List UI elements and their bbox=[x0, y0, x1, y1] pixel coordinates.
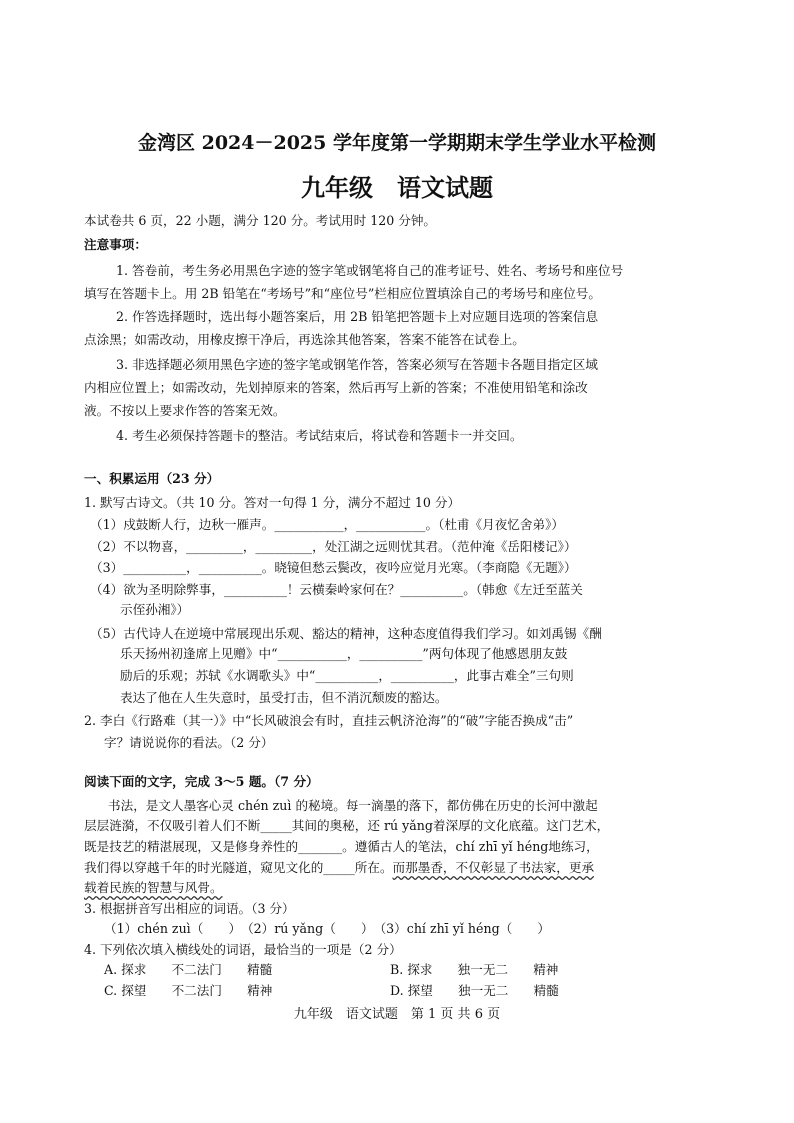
exam-subtitle: 九年级 语文试题 bbox=[301, 173, 493, 202]
question-line: 3. 根据拼音写出相应的词语。（3 分） bbox=[84, 901, 295, 916]
notice-line: 点涂黑；如需改动，用橡皮擦干净后，再选涂其他答案，答案不能答在试卷上。 bbox=[84, 332, 525, 347]
question-line: 乐天扬州初逢席上见赠》中“___________，__________”两句体现了他感恩朋友鼓 bbox=[120, 646, 568, 661]
passage-line: 层层涟漪，不仅吸引着人们不断_____其间的奥秘，还 rú yǎng着深厚的文化底蕴。这门艺术， bbox=[84, 818, 610, 833]
section-heading: 一、积累运用（23 分） bbox=[84, 471, 220, 486]
notice-line: 3. 非选择题必须用黑色字迹的签字笔或钢笔作答，答案必须写在答题卡各题目指定区域 bbox=[116, 357, 598, 372]
question-line: （1）戍鼓断人行，边秋一雁声。___________，___________。（杜甫《月夜忆舍弟》） bbox=[90, 517, 564, 532]
question-line: 表达了他在人生失意时，虽受打击，但不消沉颓废的豁达。 bbox=[120, 690, 448, 705]
notice-line: 2. 作答选择题时，选出每小题答案后，用 2B 铅笔把答题卡上对应题目选项的答案信息 bbox=[116, 309, 599, 324]
question-line: （2）不以物喜，_________，_________，处江湖之远则忧其君。（范仲淹《岳阳楼记》） bbox=[90, 539, 577, 554]
passage-line: 书法，是文人墨客心灵 chén zuì 的秘境。每一滴墨的落下，都仿佛在历史的长河中激起 bbox=[108, 798, 598, 813]
notice-heading: 注意事项： bbox=[84, 237, 147, 252]
option-d: D. 探望 独一无二 精髓 bbox=[390, 983, 559, 998]
question-line: （1）chén zuì（ ） （2）rú yǎng（ ） （3）chí zhī yǐ héng（ ） bbox=[104, 921, 551, 936]
notice-line: 内相应位置上；如需改动，先划掉原来的答案，然后再写上新的答案；不准使用铅笔和涂改 bbox=[84, 380, 588, 395]
question-line: 1. 默写古诗文。（共 10 分。答对一句得 1 分，满分不超过 10 分） bbox=[84, 495, 461, 510]
question-line: 励后的乐观；苏轼《水调歌头》中“__________，__________，此事古难全”三句则 bbox=[120, 668, 574, 683]
exam-title: 金湾区 2024－2025 学年度第一学期期末学生学业水平检测 bbox=[138, 132, 656, 154]
question-line: （3）__________，__________。晓镜但愁云鬓改，夜吟应觉月光寒。（李商隐《无题》） bbox=[90, 560, 577, 575]
question-line: 字？请说说你的看法。（2 分） bbox=[104, 735, 274, 750]
question-line: 4. 下列依次填入横线处的词语，最恰当的一项是（2 分） bbox=[84, 942, 402, 957]
reading-heading: 阅读下面的文字，完成 3～5 题。（7 分） bbox=[84, 774, 319, 789]
wavy-underlined-sentence: 载着民族的智慧与风骨。 bbox=[84, 880, 223, 895]
notice-line: 液。不按以上要求作答的答案无效。 bbox=[84, 403, 286, 418]
notice-line: 4. 考生必须保持答题卡的整洁。考试结束后，将试卷和答题卡一并交回。 bbox=[116, 428, 523, 443]
notice-line: 1. 答卷前，考生务必用黑色字迹的签字笔或钢笔将自己的准考证号、姓名、考场号和座位号 bbox=[116, 263, 624, 278]
intro-line: 本试卷共 6 页，22 小题，满分 120 分。考试用时 120 分钟。 bbox=[84, 213, 437, 228]
question-line: 2. 李白《行路难（其一）》中“长风破浪会有时，直挂云帆济沧海”的“破”字能否换成“击” bbox=[84, 713, 574, 728]
wavy-underlined-sentence: 而那墨香，不仅彰显了书法家，更承 bbox=[392, 860, 595, 875]
notice-line: 填写在答题卡上。用 2B 铅笔在“考场号”和“座位号”栏相应位置填涂自己的考场号和座位号。 bbox=[84, 286, 601, 301]
passage-line bbox=[84, 859, 594, 877]
question-line: 示侄孙湘》） bbox=[120, 602, 190, 617]
option-b: B. 探求 独一无二 精神 bbox=[390, 962, 559, 977]
page-footer: 九年级 语文试题 第 1 页 共 6 页 bbox=[293, 1007, 501, 1022]
passage-text: 我们得以穿越千年的时光隧道，窥见文化的_____所在。 bbox=[84, 860, 393, 875]
passage-line: 既是技艺的精湛展现，又是修身养性的_______。遵循古人的笔法，chí zhī yǐ héng地练习， bbox=[84, 839, 599, 854]
question-line: （4）欲为圣明除弊事，__________！云横秦岭家何在？__________。（韩愈《左迁至蓝关 bbox=[90, 582, 583, 597]
question-line: （5）古代诗人在逆境中常展现出乐观、豁达的精神，这种态度值得我们学习。如刘禹锡《酬 bbox=[90, 626, 602, 641]
option-c: C. 探望 不二法门 精神 bbox=[104, 983, 273, 998]
option-a: A. 探求 不二法门 精髓 bbox=[104, 962, 273, 977]
